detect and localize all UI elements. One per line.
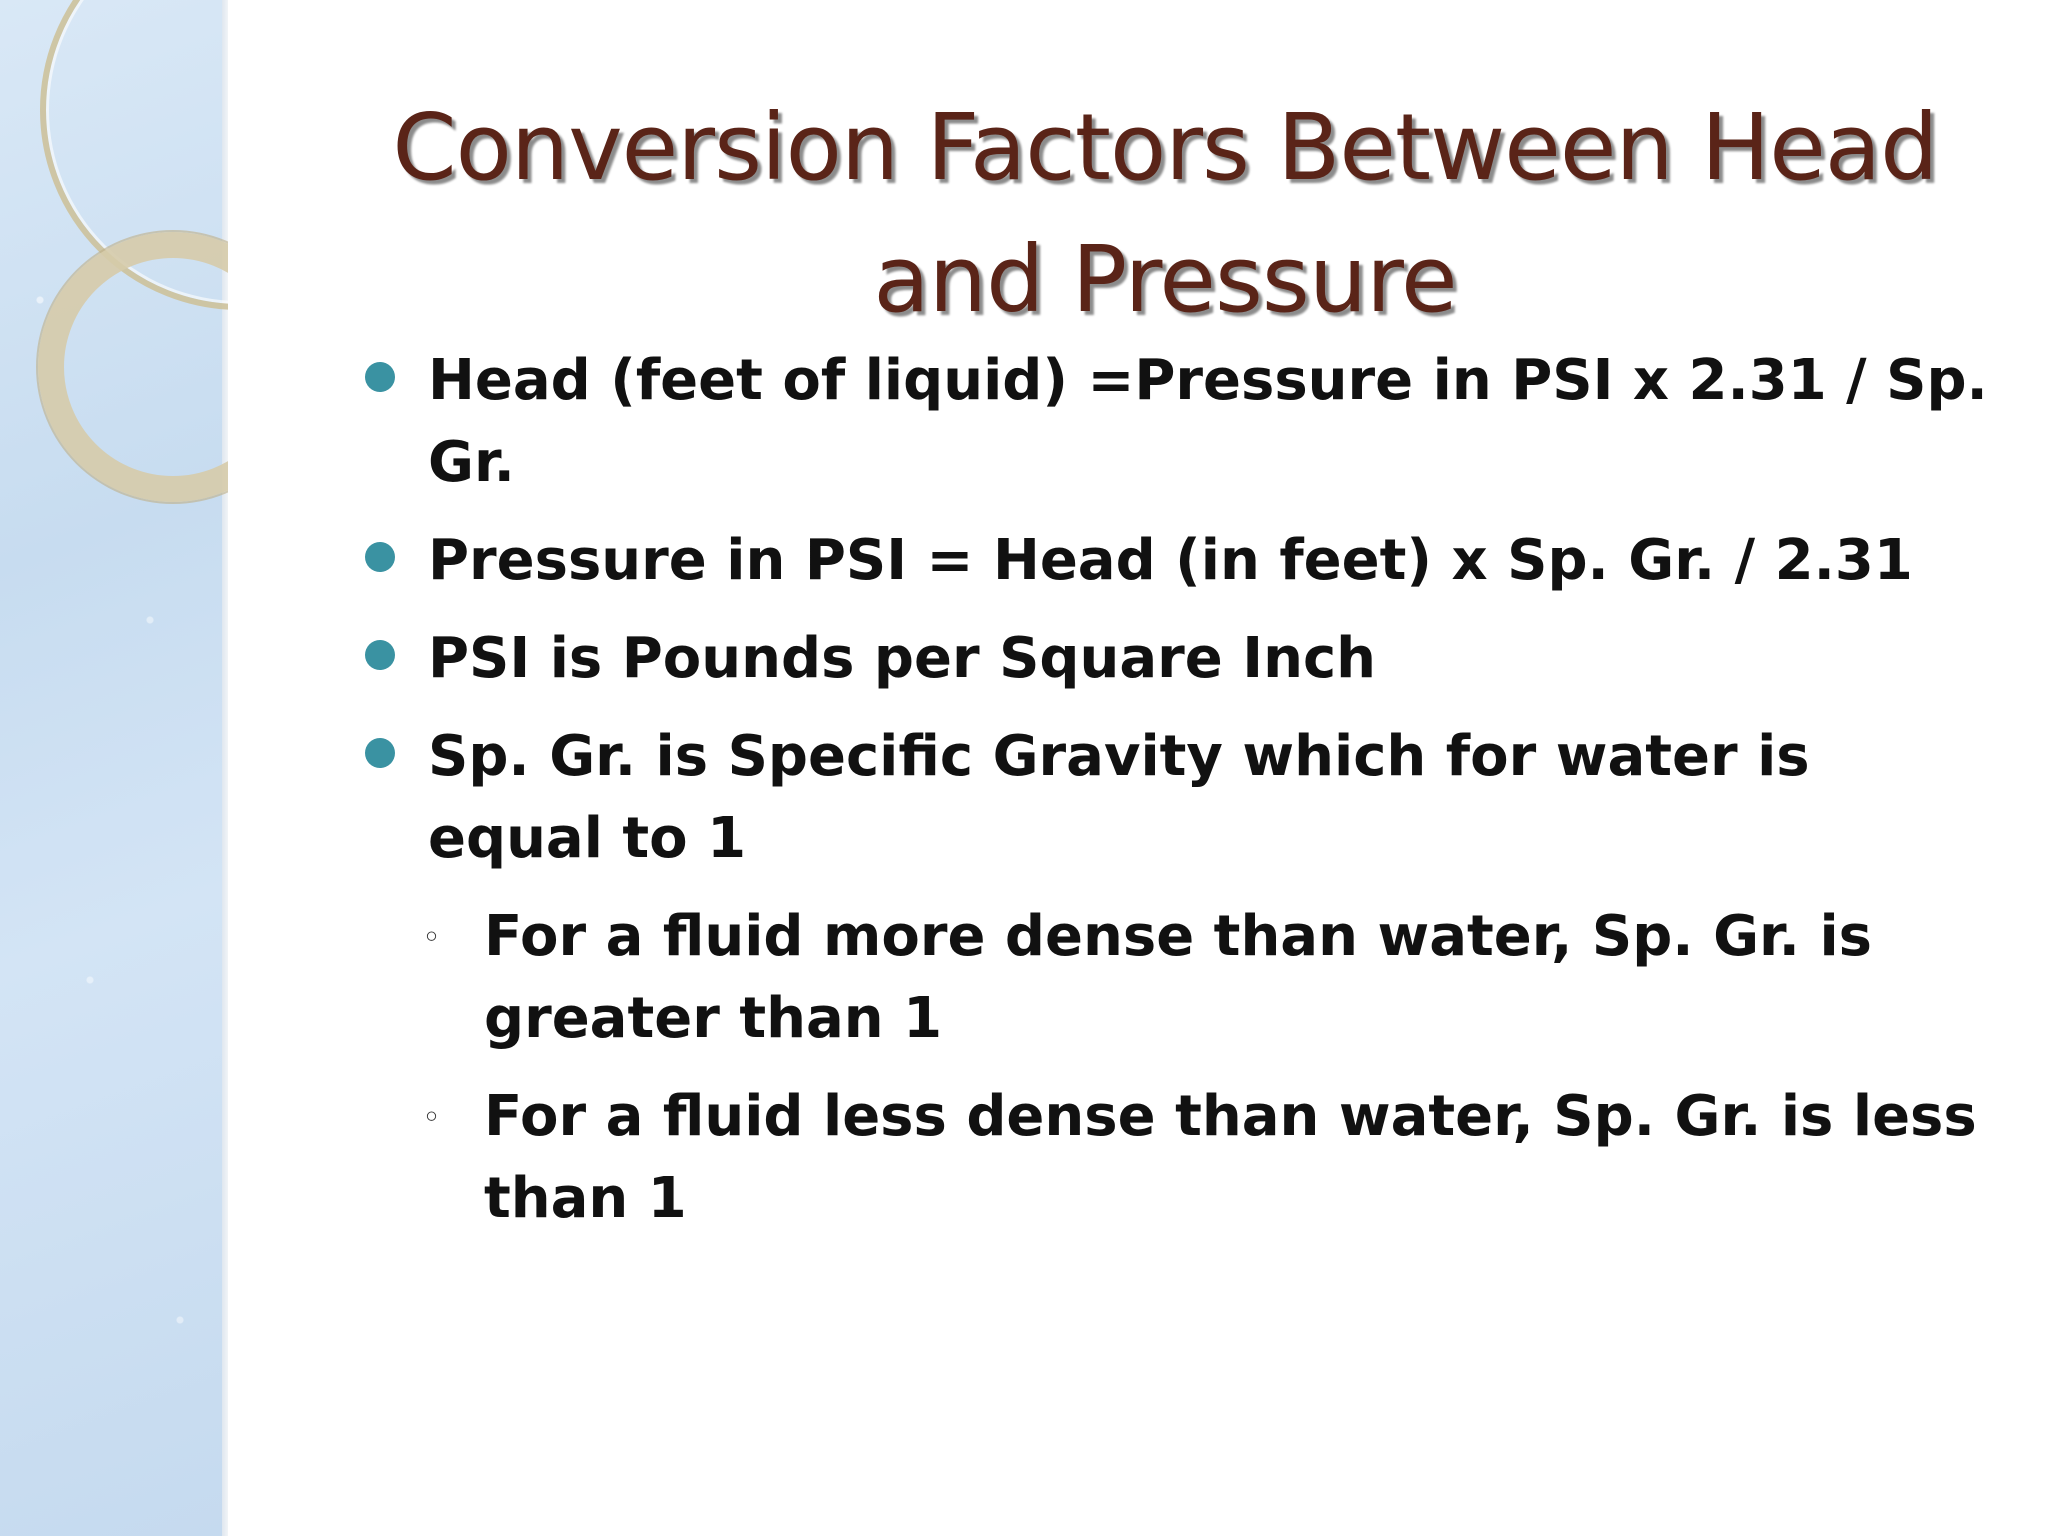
bullet-item [360,340,2000,504]
bullet-list [360,340,2000,1256]
bullet-item [360,520,2000,602]
sub-bullet-text: For a fluid more dense than water, Sp. Gr. is greater than 1 [484,904,1872,1051]
bullet-item [360,716,2000,880]
sub-bullet-text: For a fluid less dense than water, Sp. Gr. is less than 1 [484,1084,1977,1231]
small-ring-ornament [38,232,228,502]
hollow-circle-icon: ◦ [422,1098,441,1136]
sub-bullet-item [422,1076,2000,1240]
bullet-dot-icon [365,542,395,572]
sub-bullet-item [422,896,2000,1060]
bullet-text: Sp. Gr. is Specific Gravity which for water is equal to 1 [428,724,1810,871]
bullet-dot-icon [365,640,395,670]
slide-title: Conversion Factors Between Head and Pressure [392,94,1938,333]
bullet-item [360,618,2000,700]
decorative-rings [0,0,228,1536]
hollow-circle-icon: ◦ [422,918,441,956]
bullet-text: Head (feet of liquid) =Pressure in PSI x 2.31 / Sp. Gr. [428,348,1988,495]
bullet-text: PSI is Pounds per Square Inch [428,626,1377,691]
bullet-text: Pressure in PSI = Head (in feet) x Sp. Gr. / 2.31 [428,528,1913,593]
bullet-dot-icon [365,738,395,768]
bullet-dot-icon [365,362,395,392]
